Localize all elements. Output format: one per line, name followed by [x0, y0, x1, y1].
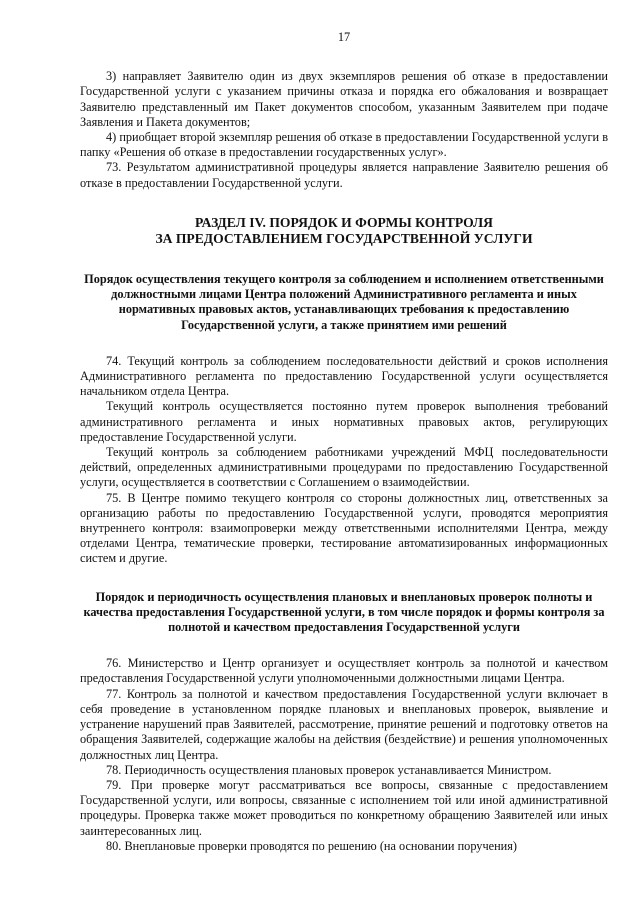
paragraph: 75. В Центре помимо текущего контроля со стороны должностных лиц, ответственных за организацию работы по предоставлению Государственной услуги, проводятся мероприятия внутреннего контроля: взаимопроверки между ответственными исполнителями Центра, между отделами Центра, тематические проверки, тестирование автоматизированных информационных систем и другие.	[80, 490, 608, 566]
subsection-title: Порядок и периодичность осуществления плановых и внеплановых проверок полноты и качества предоставления Государственной услуги, в том числе порядок и формы контроля за полнотой и качеством предоставления Государственной услуги	[83, 589, 605, 635]
section-title	[80, 215, 608, 248]
paragraph: 80. Внеплановые проверки проводятся по решению (на основании поручения)	[106, 838, 518, 853]
paragraph: 78. Периодичность осуществления плановых проверок устанавливается Министром.	[106, 762, 552, 777]
paragraph: 4) приобщает второй экземпляр решения об отказе в предоставлении Государственной услуги в папку «Решения об отказе в предоставлении государственных услуг».	[80, 130, 608, 160]
paragraph: Текущий контроль за соблюдением работниками учреждений МФЦ последовательности действий, определенных административными процедурами по предоставлению Государственной услуги, осуществляется в соответствии с Соглашением о взаимодействии.	[80, 445, 608, 490]
section-title-line: ЗА ПРЕДОСТАВЛЕНИЕМ ГОСУДАРСТВЕННОЙ УСЛУГИ	[155, 231, 533, 247]
page-number: 17	[337, 30, 351, 44]
paragraph: 73. Результатом административной процедуры является направление Заявителю решения об отказе в предоставлении Государственной услуги.	[80, 160, 608, 190]
paragraph: 3) направляет Заявителю один из двух экземпляров решения об отказе в предоставлении Государственной услуги с указанием причины отказа и порядка его обжалования и возвращает Заявителю представленный им Пакет документов способом, указанным Заявителем при подаче Заявления и Пакета документов;	[80, 69, 608, 129]
paragraph: Текущий контроль осуществляется постоянно путем проверок выполнения требований административного регламента и иных нормативных правовых актов, регулирующих предоставление Государственной услуги.	[80, 399, 608, 444]
paragraph: 74. Текущий контроль за соблюдением последовательности действий и сроков исполнения Административного регламента по предоставлению Государственной услуги осуществляется начальником отдела Центра.	[80, 353, 608, 399]
paragraph: 79. При проверке могут рассматриваться все вопросы, связанные с предоставлением Государственной услуги, или вопросы, связанные с исполнением той или иной административной процедуры. Проверка также может проводиться по конкретному обращению Заявителей или иных заинтересованных лиц.	[80, 777, 608, 838]
subsection-title: Порядок осуществления текущего контроля за соблюдением и исполнением ответственными должностными лицами Центра положений Административного регламента и иных нормативных правовых актов, устанавливающих требования к предоставлению Государственной услуги, а также принятием ими решений	[84, 272, 604, 332]
paragraph: 77. Контроль за полнотой и качеством предоставления Государственной услуги включает в себя проведение в установленном порядке плановых и внеплановых проверок, выявление и устранение нарушений прав Заявителей, рассмотрение, принятие решений и подготовку ответов на обращения Заявителей, содержащие жалобы на действия (бездействие) и решения уполномоченных должностных лиц Центра.	[80, 686, 608, 762]
subsection-2-body	[80, 656, 608, 854]
subsection-1-body	[80, 354, 608, 567]
paragraph: 76. Министерство и Центр организует и осуществляет контроль за полнотой и качеством предоставления Государственной услуги уполномоченными должностными лицами Центра.	[80, 656, 608, 686]
top-paragraphs	[80, 69, 608, 191]
section-title-line: РАЗДЕЛ IV. ПОРЯДОК И ФОРМЫ КОНТРОЛЯ	[195, 214, 493, 230]
